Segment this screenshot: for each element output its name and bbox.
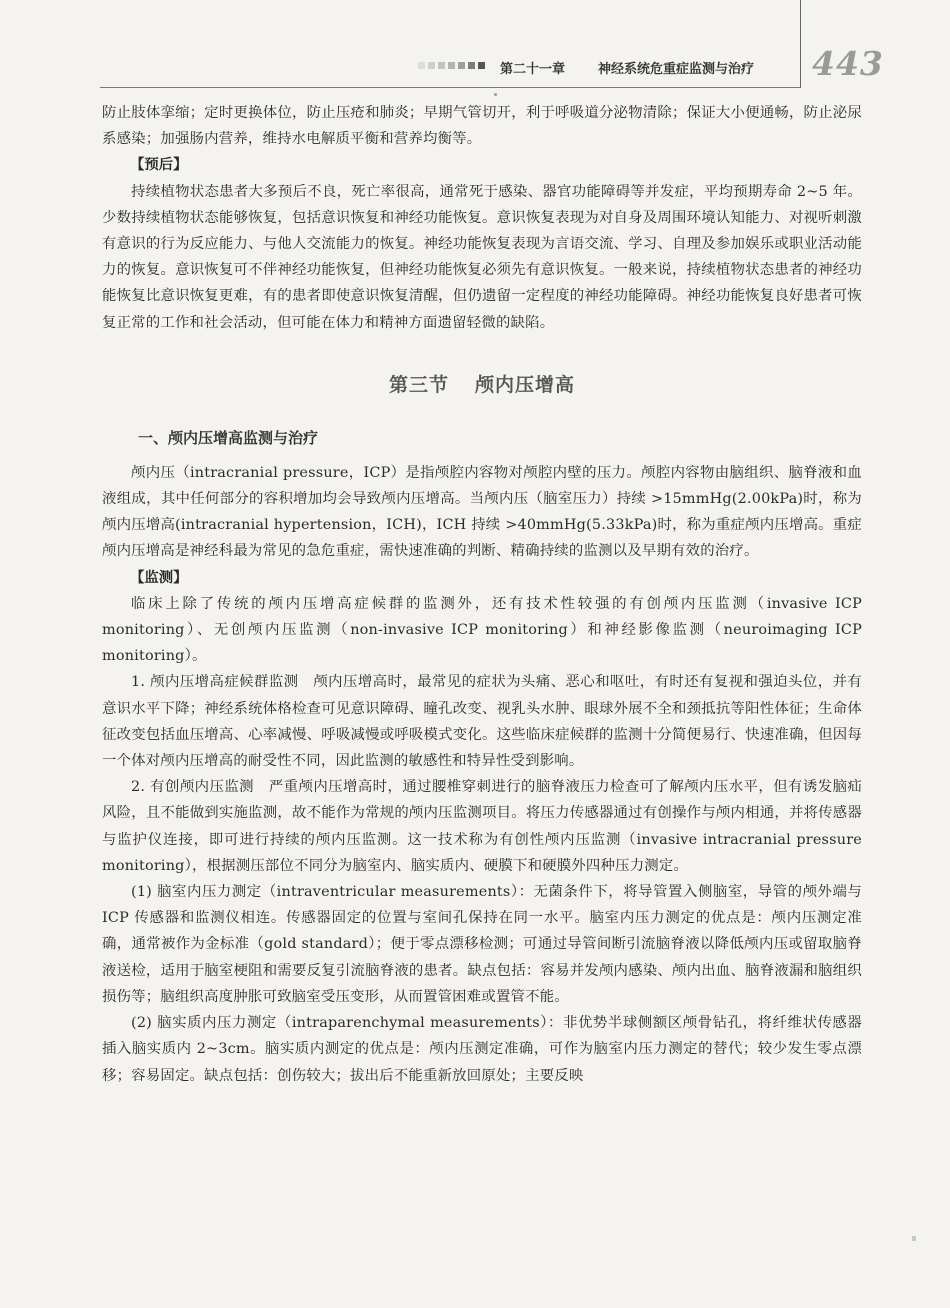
paragraph-item-1: 1. 颅内压增高症候群监测 颅内压增高时，最常见的症状为头痛、恶心和呕吐，有时还有复视和强迫头位，并有意识水平下降；神经系统体格检查可见意识障碍、瞳孔改变、视乳头水肿、眼球外展不全和颈抵抗等阳性体征；生命体征改变包括血压增高、心率减慢、呼吸减慢或呼吸模式变化。这些临床症候群的监测十分简便易行、快速准确，但因每一个体对颅内压增高的耐受性不同，因此监测的敏感性和特异性受到影响。 — [102, 674, 862, 770]
paragraph-continued: 防止肢体挛缩；定时更换体位，防止压疮和肺炎；早期气管切开，利于呼吸道分泌物清除；保证大小便通畅，防止泌尿系感染；加强肠内营养，维持水电解质平衡和营养均衡等。 — [102, 105, 862, 148]
section-number: 第三节 — [388, 373, 449, 396]
heading-prognosis: 【预后】 — [130, 157, 188, 174]
header-decoration-squares — [418, 62, 485, 69]
heading-monitoring: 【监测】 — [130, 569, 188, 586]
paragraph-monitoring: 临床上除了传统的颅内压增高症候群的监测外，还有技术性较强的有创颅内压监测（invasive ICP monitoring）、无创颅内压监测（non-invasive ICP monitoring）和神经影像监测（neuroimaging ICP monitoring）。 — [102, 595, 862, 665]
paragraph-prognosis: 持续植物状态患者大多预后不良，死亡率很高，通常死于感染、器官功能障碍等并发症，平均预期寿命 2~5 年。少数持续植物状态能够恢复，包括意识恢复和神经功能恢复。意识恢复表现为对自身及周围环境认知能力、对视听刺激有意识的行为反应能力、与他人交流能力的恢复。神经功能恢复表现为言语交流、学习、自理及参加娱乐或职业活动能力的恢复。意识恢复可不伴神经功能恢复，但神经功能恢复必须先有意识恢复。一般来说，持续植物状态患者的神经功能恢复比意识恢复更难，有的患者即使意识恢复清醒，但仍遗留一定程度的神经功能障碍。神经功能恢复良好患者可恢复正常的工作和社会活动，但可能在体力和精神方面遗留轻微的缺陷。 — [102, 183, 862, 331]
page-content — [102, 100, 862, 1089]
paragraph-item-2: 2. 有创颅内压监测 严重颅内压增高时，通过腰椎穿刺进行的脑脊液压力检查可了解颅内压水平，但有诱发脑疝风险，且不能做到实施监测，故不能作为常规的颅内压监测项目。将压力传感器通过有创操作与颅内相通，并将传感器与监护仪连接，即可进行持续的颅内压监测。这一技术称为有创性颅内压监测（invasive intracranial pressure monitoring），根据测压部位不同分为脑室内、脑实质内、硬膜下和硬膜外四种压力测定。 — [102, 779, 862, 874]
square-icon — [458, 62, 465, 69]
subsection-heading: 一、颅内压增高监测与治疗 — [138, 428, 319, 447]
paragraph-icp-definition: 颅内压（intracranial pressure，ICP）是指颅腔内容物对颅腔内壁的压力。颅腔内容物由脑组织、脑脊液和血液组成，其中任何部分的容积增加均会导致颅内压增高。当颅内压（脑室压力）持续 >15mmHg(2.00kPa)时，称为颅内压增高(intracranial hypertension，ICH)，ICH 持续 >40mmHg(5.33kPa)时，称为重症颅内压增高。重症颅内压增高是神经科最为常见的急危重症，需快速准确的判断、精确持续的监测以及早期有效的治疗。 — [102, 464, 862, 560]
square-icon — [418, 62, 425, 69]
header-horizontal-rule — [100, 87, 800, 88]
square-icon — [468, 62, 475, 69]
paragraph-sub-1: (1) 脑室内压力测定（intraventricular measurements）：无菌条件下，将导管置入侧脑室，导管的颅外端与 ICP 传感器和监测仪相连。传感器固定的位置与室间孔保持在同一水平。脑室内压力测定的优点是：颅内压测定准确，通常被作为金标准（gold standard）；便于零点漂移检测；可通过导管间断引流脑脊液以降低颅内压或留取脑脊液送检，适用于脑室梗阻和需要反复引流脑脊液的患者。缺点包括：容易并发颅内感染、颅内出血、脑脊液漏和脑组织损伤等；脑组织高度肿胀可致脑室受压变形，从而置管困难或置管不能。 — [102, 884, 862, 1005]
header-vertical-rule — [800, 0, 801, 88]
square-icon — [428, 62, 435, 69]
section-title: 颅内压增高 — [475, 373, 576, 396]
page-number: 443 — [812, 44, 884, 83]
header-chapter: 第二十一章 — [500, 62, 566, 77]
scan-mark — [912, 1236, 916, 1241]
square-icon — [438, 62, 445, 69]
section-heading — [102, 370, 862, 397]
header-chapter-title: 神经系统危重症监测与治疗 — [598, 62, 755, 77]
paragraph-sub-2: (2) 脑实质内压力测定（intraparenchymal measurements）：非优势半球侧额区颅骨钻孔，将纤维状传感器插入脑实质内 2~3cm。脑实质内测定的优点是：颅内压测定准确，可作为脑室内压力测定的替代；较少发生零点漂移；容易固定。缺点包括：创伤较大；拔出后不能重新放回原处；主要反映 — [102, 1015, 862, 1084]
square-icon — [478, 62, 485, 69]
square-icon — [448, 62, 455, 69]
print-dot — [494, 93, 497, 96]
